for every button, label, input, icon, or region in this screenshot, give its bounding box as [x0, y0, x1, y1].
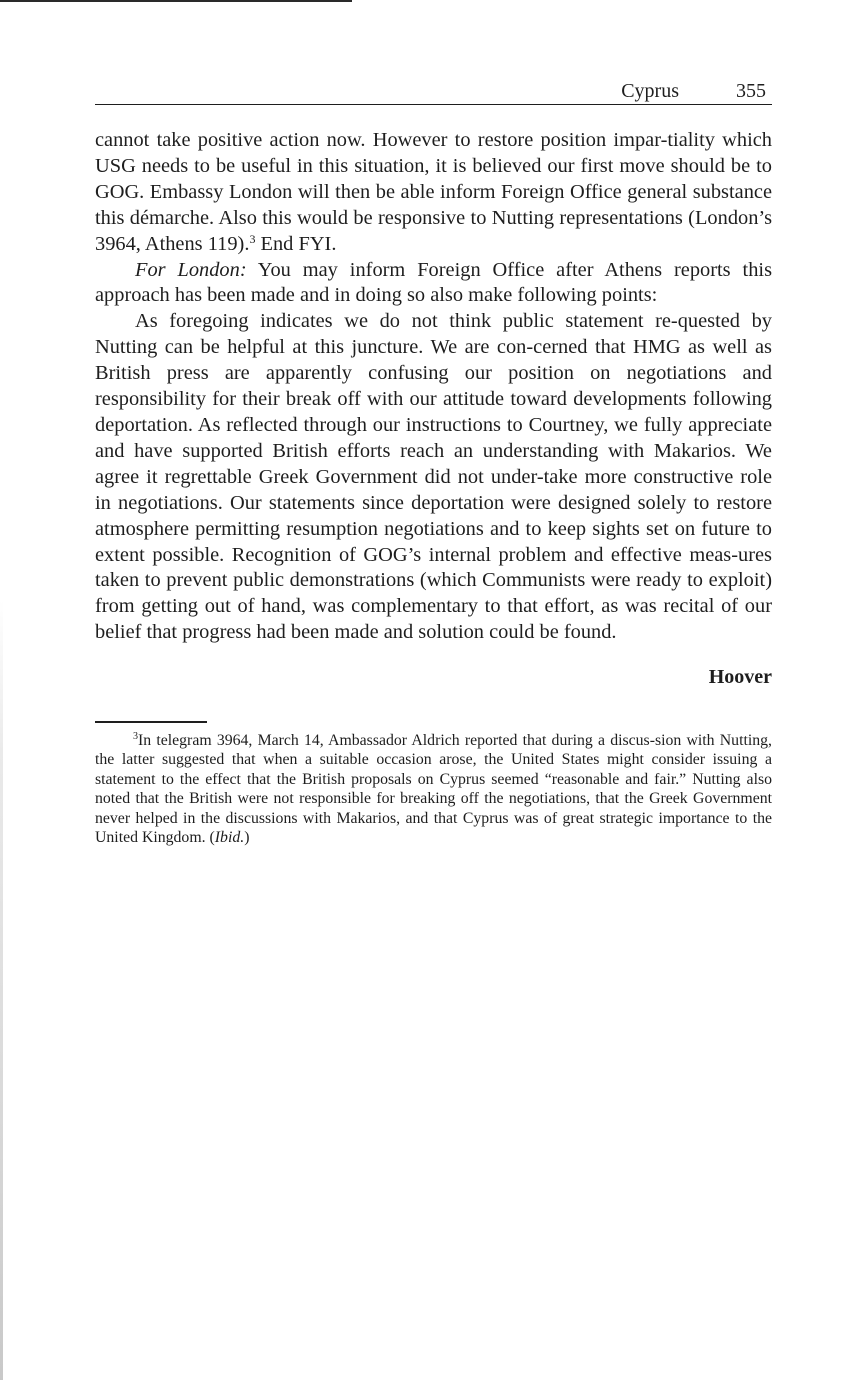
footnote: [95, 731, 772, 848]
paragraph-1-tail: End FYI.: [255, 232, 337, 255]
footnote-marker: 3: [133, 730, 138, 742]
running-head-title: Cyprus: [621, 80, 679, 102]
paragraph-3: [95, 309, 772, 646]
paragraph-2-lead: For London:: [135, 258, 247, 281]
scan-edge-top: [0, 0, 352, 2]
paragraph-2-text: You may inform Foreign Office after Athens reports this approach has been made and in doing so also make following points:: [95, 258, 772, 307]
footnote-reference[interactable]: 3: [249, 231, 256, 246]
paragraph-2: [95, 258, 772, 310]
paragraph-1: [95, 128, 772, 258]
signature: Hoover: [708, 666, 772, 689]
footnote-text: In telegram 3964, March 14, Ambassador Aldrich reported that during a discus-sion with Nutting, the latter suggested that when a suitable occasion arose, the United States might consider issuing a statement to the effect that the British proposals on Cyprus seemed “reasonable and fair.” Nutting also noted that the British were not responsible for breaking off the negotiations, that the Greek Government never helped in the discussions with Makarios, and that Cyprus was of great strategic importance to the United Kingdom. (: [95, 731, 772, 847]
footnote-citation: Ibid.: [214, 829, 245, 847]
running-head: [95, 78, 772, 105]
footnote-rule: [95, 721, 207, 723]
footnote-close: ): [244, 829, 250, 847]
paragraph-1-text: cannot take positive action now. However to restore position impar-tiality which USG needs to be useful in this situation, it is believed our first move should be to GOG. Embassy London will then be able inform Foreign Office general substance this démarche. Also this would be responsive to Nutting representations (London’s 3964, Athens 119).: [95, 129, 772, 255]
page-number: 355: [736, 80, 766, 102]
paragraph-3-text: As foregoing indicates we do not think public statement re-quested by Nutting can be helpful at this juncture. We are con-cerned that HMG as well as British press are apparently confusing our position on negotiations and responsibility for their break off with our attitude toward developments following deportation. As reflected through our instructions to Courtney, we fully appreciate and have supported British efforts reach an understanding with Makarios. We agree it regrettable Greek Government did not under-take more constructive role in negotiations. Our statements since deportation were designed solely to restore atmosphere permitting resumption negotiations and to keep sights set on future to extent possible. Recognition of GOG’s internal problem and effective meas-ures taken to prevent public demonstrations (which Communists were ready to exploit) from getting out of hand, was complementary to that effort, as was recital of our belief that progress had been made and solution could be found.: [95, 310, 772, 644]
document-page: [95, 78, 772, 848]
body-text: [95, 128, 772, 646]
scan-edge-left: [0, 600, 3, 1380]
